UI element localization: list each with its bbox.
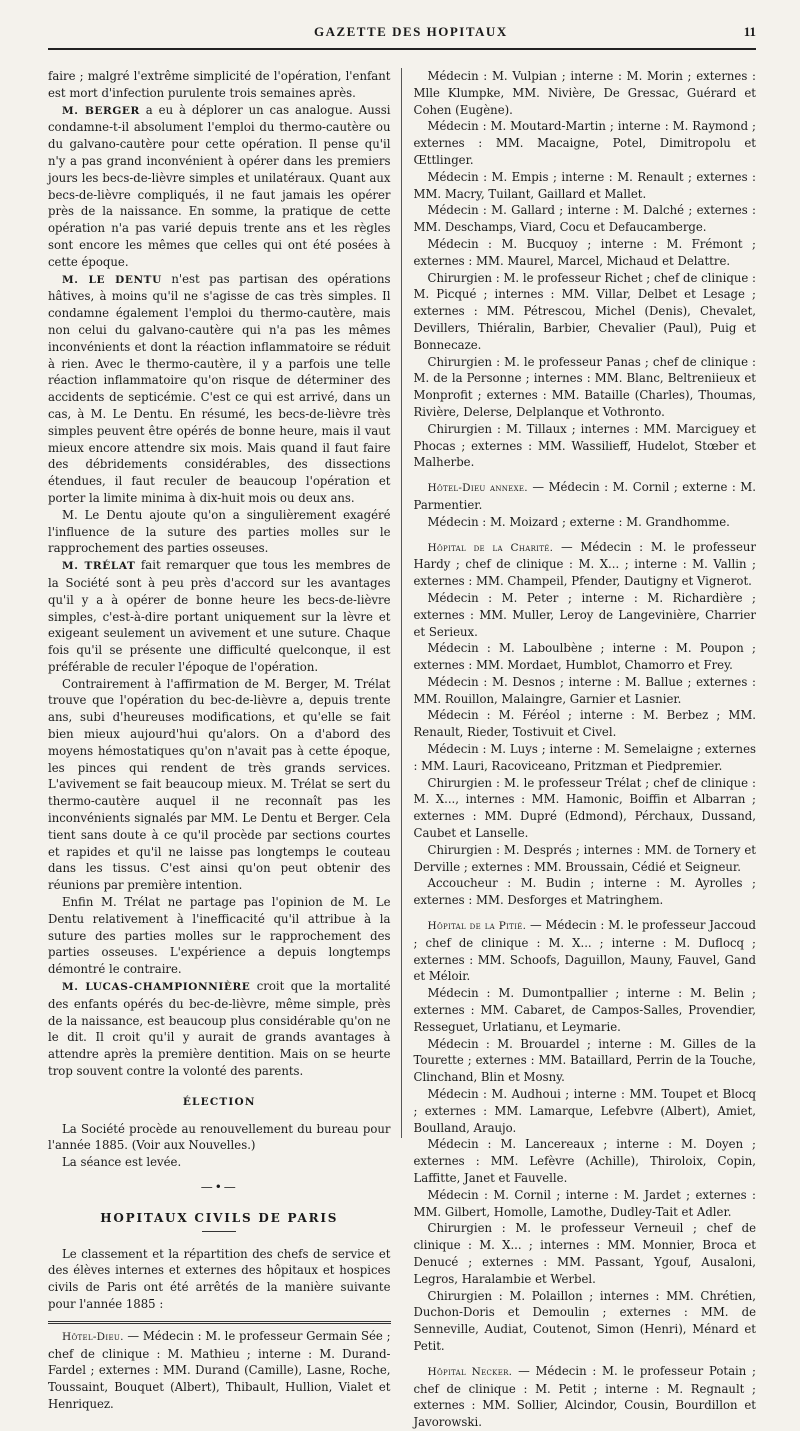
paragraph: Chirurgien : M. le professeur Trélat ; chef de clinique : M. X..., internes : MM. Hamonic, Boiffin et Albarran ; externes : MM. Dupré (Edmond), Pérchaux, Dussand, Caubet et Lanselle. <box>413 775 756 841</box>
paragraph: M. LE DENTU n'est pas partisan des opérations hâtives, à moins qu'il ne s'agisse de cas très simples. Il condamne également l'emploi du thermo-cautère, mais non celui du galvano-cautère qui n'a pas les mêmes inconvénients et dont la réaction inflammatoire se réduit à rien. Avec le thermo-cautère, il y a parfois une telle réaction inflammatoire qu'on risque de déterminer des accidents de septicémie. C'est ce qui est arrivé, dans un cas, à M. Le Dentu. En résumé, les becs-de-lièvre très simples peuvent être opérés de bonne heure, mais il vaut mieux encore attendre six mois. Mais quand il faut faire des débridements considérables, des dissections étendues, il faut reculer de beaucoup l'opération et porter la limite minima à dix-huit mois ou deux ans. <box>48 271 391 505</box>
paragraph: Médecin : M. Luys ; interne : M. Semelaigne ; externes : MM. Lauri, Racoviceano, Pritzman et Piedpremier. <box>413 742 756 773</box>
paragraph: Médecin : M. Laboulbène ; interne : M. Poupon ; externes : MM. Mordaet, Humblot, Chamorro et Frey. <box>413 641 756 673</box>
left-column <box>48 68 402 1411</box>
paragraph: faire ; malgré l'extrême simplicité de l'opération, l'enfant est mort d'infection purulente trois semaines après. <box>48 69 391 100</box>
hospital-name: Hôtel-Dieu annexe. <box>427 482 528 495</box>
speaker-name: M. LE DENTU <box>62 273 162 286</box>
paragraph: Médecin : M. Desnos ; interne : M. Ballue ; externes : MM. Rouillon, Malaingre, Garnier et Lasnier. <box>413 674 756 706</box>
paragraph: Médecin : M. Gallard ; interne : M. Dalché ; externes : MM. Deschamps, Viard, Cocu et Defaucamberge. <box>413 203 756 235</box>
paragraph: Médecin : M. Moizard ; externe : M. Grandhomme. <box>427 514 730 529</box>
paragraph: Le classement et la répartition des chefs de service et des élèves internes et externes des hôpitaux et hospices civils de Paris ont été arrêtés de la manière suivante pour l'année 1885 : <box>48 1246 391 1311</box>
paragraph: Médecin : M. Brouardel ; interne : M. Gilles de la Tourette ; externes : MM. Bataillard, Perrin de la Touche, Clinchand, Blin et Mosny. <box>413 1036 756 1085</box>
paragraph: M. BERGER a eu à déplorer un cas analogue. Aussi condamne-t-il absolument l'emploi du thermo-cautère ou du galvano-cautère pour cette opération. Il pense qu'il n'y a pas grand inconvénient à opérer dans les premiers jours les becs-de-lièvre simples et unilatéraux. Quant aux becs-de-lièvre compliqués, il ne faut jamais les opérer près de la naissance. En somme, la pratique de cette opération n'a pas varié depuis trente ans et les règles sont encore les mêmes que celles qui ont été posées à cette époque. <box>48 102 391 269</box>
right-column <box>402 68 757 1430</box>
section-heading-election: ÉLECTION <box>182 1095 256 1108</box>
paragraph: Hôpital de la Pitié. — Médecin : M. le professeur Jaccoud ; chef de clinique : M. X... ; interne : M. Duflocq ; externes : MM. Schoofs, Daguillon, Mauny, Fauvel, Gand et Méloir. <box>413 918 756 984</box>
paragraph: Médecin : M. Vulpian ; interne : M. Morin ; externes : Mlle Klumpke, MM. Nivière, De Gressac, Guérard et Cohen (Eugène). <box>413 69 756 117</box>
paragraph: Médecin : M. Peter ; interne : M. Richardière ; externes : MM. Muller, Leroy de Langevinière, Charrier et Serieux. <box>413 590 756 639</box>
speaker-name: M. BERGER <box>62 104 140 117</box>
page-number: 11 <box>743 24 756 39</box>
paragraph: Hôtel-Dieu. — Médecin : M. le professeur Germain Sée ; chef de clinique : M. Mathieu ; interne : M. Durand-Fardel ; externes : MM. Durand (Camille), Lasne, Roche, Toussaint, Bouquet (Albert), Thibault, Hullion, Vialet et Henriquez. <box>48 1328 391 1411</box>
paragraph: Accoucheur : M. Budin ; interne : M. Ayrolles ; externes : MM. Desforges et Matringhem. <box>413 876 756 908</box>
paragraph: Chirurgien : M. Tillaux ; internes : MM. Marciguey et Phocas ; externes : MM. Wassilieff, Hudelot, Stœber et Malherbe. <box>413 421 756 470</box>
paragraph: Médecin : M. Lancereaux ; interne : M. Doyen ; externes : MM. Lefèvre (Achille), Thiroloix, Copin, Laffitte, Janet et Fauvelle. <box>413 1137 756 1185</box>
columns <box>48 68 756 1430</box>
paragraph: Hôtel-Dieu annexe. — Médecin : M. Cornil ; externe : M. Parmentier. <box>413 480 756 512</box>
paragraph: Chirurgien : M. le professeur Panas ; chef de clinique : M. de la Personne ; internes : MM. Blanc, Beltreniieux et Monprofit ; externes : MM. Bataille (Charles), Thoumas, Rivière, Delerse, Delplanque et Vothronto. <box>413 354 756 419</box>
hospital-name: Hôpital Necker. <box>427 1365 513 1378</box>
paragraph: Médecin : M. Bucquoy ; interne : M. Frémont ; externes : MM. Maurel, Marcel, Michaud et Delattre. <box>413 236 756 268</box>
paragraph: Chirurgien : M. le professeur Richet ; chef de clinique : M. Picqué ; internes : MM. Villar, Delbet et Lesage ; externes : MM. Pétrescou, Michel (Denis), Chevalet, Devillers, Thiéralin, Barbier, Chevalier (Paul), Puig et Bonnecaze. <box>413 270 756 352</box>
paragraph: Hôpital de la Charité. — Médecin : M. le professeur Hardy ; chef de clinique : M. X... ; interne : M. Vallin ; externes : MM. Champeil, Pfender, Dautigny et Vignerot. <box>413 539 756 589</box>
paragraph: Médecin : M. Audhoui ; interne : MM. Toupet et Blocq ; externes : MM. Lamarque, Lefebvre (Albert), Amiet, Boulland, Araujo. <box>413 1087 756 1135</box>
paragraph: Contrairement à l'affirmation de M. Berger, M. Trélat trouve que l'opération du bec-de-lièvre a, depuis trente ans, subi d'heureuses modifications, et qu'elle se fait bien mieux aujourd'hui qu'alors. On a d'abord des moyens hémostatiques qu'on n'avait pas à cette époque, les pinces qui rendent de très grands services. L'avivement se fait beaucoup mieux. M. Trélat se sert du thermo-cautère auquel il ne reconnaît pas les inconvénients signalés par MM. Le Dentu et Berger. Cela tient sans doute à ce qu'il procède par sections courtes et rapides et qu'il ne laisse pas longtemps le couteau dans les tissus. C'est ainsi qu'on peut obtenir des réunions par première intention. <box>48 676 391 893</box>
page-header <box>48 24 756 44</box>
header-rule <box>48 48 756 50</box>
paragraph: Hôpital Necker. — Médecin : M. le professeur Potain ; chef de clinique : M. Petit ; interne : M. Regnault ; externes : MM. Sollier, Alcindor, Cousin, Bourdillon et Javorowski. <box>413 1363 756 1430</box>
hospital-name: Hôpital de la Charité. <box>427 541 554 554</box>
paragraph: Médecin : M. Moutard-Martin ; interne : M. Raymond ; externes : MM. Macaigne, Potel, Dimitropolu et Œttlinger. <box>413 119 756 167</box>
section-heading-hospitals: HOPITAUX CIVILS DE PARIS <box>100 1210 339 1225</box>
paragraph: Médecin : M. Empis ; interne : M. Renault ; externes : MM. Macry, Tuilant, Gaillard et Mallet. <box>413 169 756 201</box>
paragraph: La Société procède au renouvellement du bureau pour l'année 1885. (Voir aux Nouvelles.) <box>48 1121 391 1153</box>
hospital-name: Hôtel-Dieu. <box>62 1330 124 1343</box>
speaker-name: M. LUCAS-CHAMPIONNIÈRE <box>62 981 251 994</box>
paragraph: Médecin : M. Féréol ; interne : M. Berbez ; MM. Renault, Rieder, Tostivuit et Civel. <box>413 708 756 740</box>
paragraph: M. Le Dentu ajoute qu'on a singulièrement exagéré l'influence de la suture des parties molles sur le rapprochement des parties osseuses. <box>48 507 391 556</box>
section-separator: —•— <box>200 1180 238 1194</box>
paragraph: Chirurgien : M. Després ; internes : MM. de Tornery et Derville ; externes : MM. Broussain, Cédié et Seigneur. <box>413 842 756 874</box>
speaker-name: M. TRÉLAT <box>62 560 136 573</box>
paragraph: Médecin : M. Cornil ; interne : M. Jardet ; externes : MM. Gilbert, Homolle, Lamothe, Dudley-Tait et Adler. <box>413 1187 756 1219</box>
hospital-name: Hôpital de la Pitié. <box>427 920 527 933</box>
double-rule <box>48 1321 391 1324</box>
paragraph: La séance est levée. <box>62 1155 182 1170</box>
paragraph: Enfin M. Trélat ne partage pas l'opinion de M. Le Dentu relativement à l'inefficacité qu'il attribue à la suture des parties molles sur le rapprochement des parties osseuses. L'expérience a depuis longtemps démontré le contraire. <box>48 895 391 977</box>
journal-title: GAZETTE DES HOPITAUX <box>313 24 508 39</box>
heading-rule <box>202 1231 236 1232</box>
paragraph: Chirurgien : M. Polaillon ; internes : MM. Chrétien, Duchon-Doris et Demoulin ; externes : MM. de Senneville, Audiat, Coutenot, Simon (Henri), Ménard et Petit. <box>413 1288 756 1353</box>
paragraph: M. LUCAS-CHAMPIONNIÈRE croit que la mortalité des enfants opérés du bec-de-lièvre, même simple, près de la naissance, est beaucoup plus considérable qu'on ne le dit. Il croit qu'il y aurait de grands avantages à attendre après la première dentition. Mais on se heurte trop souvent contre la volonté des parents. <box>48 979 391 1079</box>
paragraph: M. TRÉLAT fait remarquer que tous les membres de la Société sont à peu près d'accord sur les avantages qu'il y a à opérer de bonne heure les becs-de-lièvre simples, c'est-à-dire portant uniquement sur la lèvre et exigeant seulement un avivement et une suture. Chaque fois qu'il se présente une difficulté quelconque, il est préférable de reculer l'époque de l'opération. <box>48 558 391 674</box>
paragraph: Médecin : M. Dumontpallier ; interne : M. Belin ; externes : MM. Cabaret, de Campos-Salles, Provendier, Resseguet, Urlatianu, et Leymarie. <box>413 986 756 1034</box>
paragraph: Chirurgien : M. le professeur Verneuil ; chef de clinique : M. X... ; internes : MM. Monnier, Broca et Denucé ; externes : MM. Passant, Ygouf, Ausaloni, Legros, Haralambie et Werbel. <box>413 1221 756 1286</box>
